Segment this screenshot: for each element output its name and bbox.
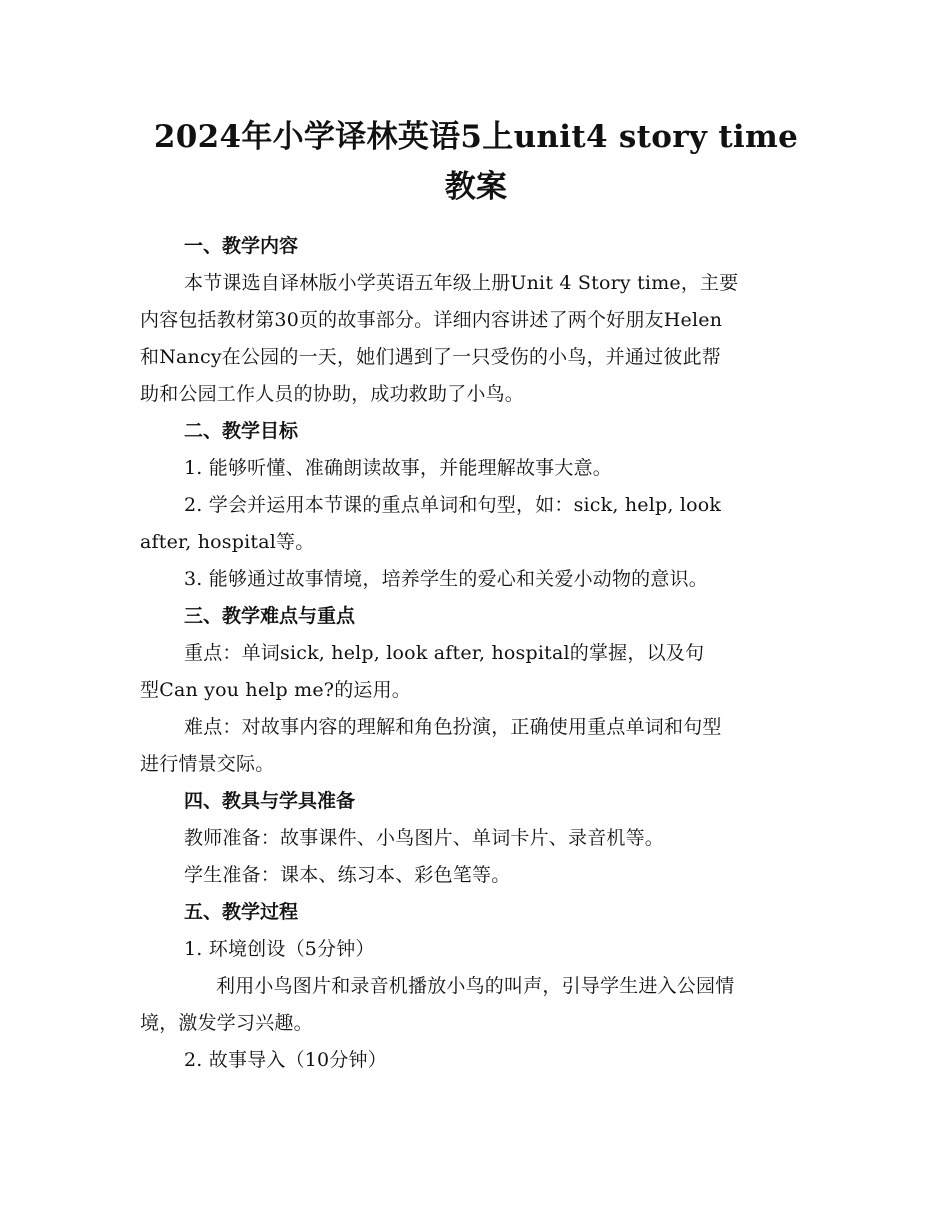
process-step-1 bbox=[140, 931, 812, 968]
section-heading: 二、教学目标 bbox=[184, 420, 299, 442]
section-teaching-aids bbox=[140, 783, 812, 894]
process-step-1-detail bbox=[140, 968, 812, 1042]
process-step-2 bbox=[140, 1042, 812, 1079]
text-line: 助和公园工作人员的协助，成功救助了小鸟。 bbox=[140, 383, 525, 405]
text-line: 1. 环境创设（5分钟） bbox=[184, 938, 375, 960]
text-line: 教师准备：故事课件、小鸟图片、单词卡片、录音机等。 bbox=[184, 827, 665, 849]
teacher-preparation bbox=[140, 820, 812, 857]
text-line: 1. 能够听懂、准确朗读故事，并能理解故事大意。 bbox=[184, 457, 612, 479]
difficult-points-paragraph bbox=[140, 709, 812, 783]
text-line: 利用小鸟图片和录音机播放小鸟的叫声，引导学生进入公园情 bbox=[216, 975, 735, 997]
text-line: 境，激发学习兴趣。 bbox=[140, 1012, 313, 1034]
text-line: 2. 学会并运用本节课的重点单词和句型，如：sick, help, look bbox=[184, 494, 722, 516]
objective-item-3 bbox=[140, 561, 812, 598]
section-heading: 四、教具与学具准备 bbox=[184, 790, 356, 812]
text-line: 型Can you help me?的运用。 bbox=[140, 679, 411, 701]
text-line: after, hospital等。 bbox=[140, 531, 315, 553]
text-line: 本节课选自译林版小学英语五年级上册Unit 4 Story time，主要 bbox=[184, 272, 739, 294]
section-key-and-difficult-points bbox=[140, 598, 812, 783]
section-teaching-process bbox=[140, 894, 812, 1079]
section-teaching-objectives bbox=[140, 413, 812, 598]
text-line: 和Nancy在公园的一天，她们遇到了一只受伤的小鸟，并通过彼此帮 bbox=[140, 346, 721, 368]
text-line: 3. 能够通过故事情境，培养学生的爱心和关爱小动物的意识。 bbox=[184, 568, 708, 590]
document-title-line-2: 教案 bbox=[444, 169, 508, 205]
key-points-paragraph bbox=[140, 635, 812, 709]
paragraph-teaching-content bbox=[140, 265, 812, 413]
document-title bbox=[140, 112, 812, 212]
student-preparation bbox=[140, 857, 812, 894]
section-heading: 三、教学难点与重点 bbox=[184, 605, 356, 627]
section-heading: 五、教学过程 bbox=[184, 901, 299, 923]
section-teaching-content bbox=[140, 228, 812, 413]
objective-item-2 bbox=[140, 487, 812, 561]
text-line: 难点：对故事内容的理解和角色扮演，正确使用重点单词和句型 bbox=[184, 716, 722, 738]
text-line: 2. 故事导入（10分钟） bbox=[184, 1049, 387, 1071]
objective-item-1 bbox=[140, 450, 812, 487]
text-line: 进行情景交际。 bbox=[140, 753, 275, 775]
text-line: 重点：单词sick, help, look after, hospital的掌握，以及句 bbox=[184, 642, 705, 664]
document-title-line-1: 2024年小学译林英语5上unit4 story time bbox=[153, 119, 799, 155]
text-line: 学生准备：课本、练习本、彩色笔等。 bbox=[184, 864, 511, 886]
section-heading: 一、教学内容 bbox=[184, 235, 299, 257]
text-line: 内容包括教材第30页的故事部分。详细内容讲述了两个好朋友Helen bbox=[140, 309, 723, 331]
